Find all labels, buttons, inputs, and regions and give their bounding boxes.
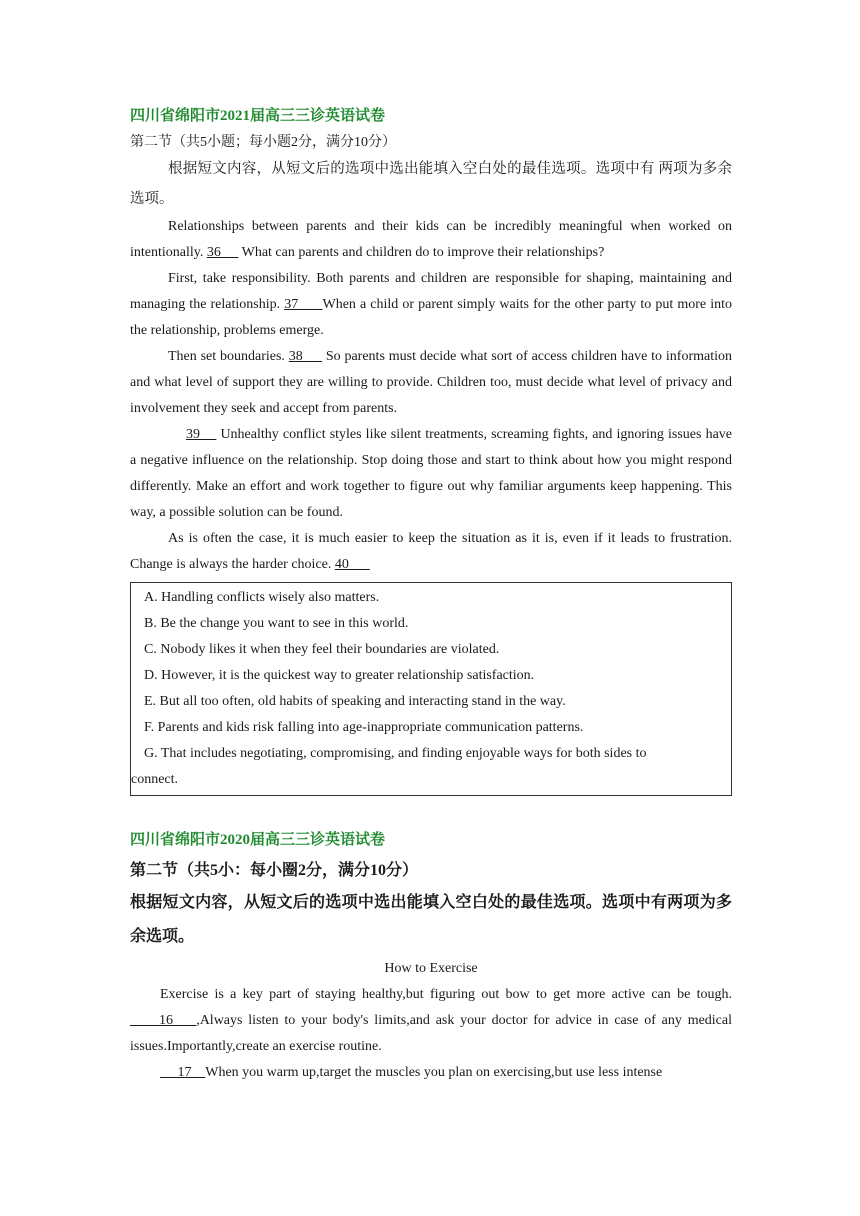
paragraph-1 xyxy=(130,214,732,266)
section-heading-2020: 第二节（共5小：每小圈2分，满分10分） xyxy=(130,862,419,879)
blank-37: 37 xyxy=(284,297,323,312)
paragraph-text: As is often the case, it is much easier to keep the situation as it is, even if it leads to frustration. Change is always the harder choice. xyxy=(130,531,732,572)
section-heading-2021: 第二节（共5小题；每小题2分，满分10分） xyxy=(130,135,396,150)
paragraph-text: ,Always listen to your body's limits,and ask your doctor for advice in case of any medical issues.Importantly,create an exercise routine. xyxy=(130,1013,732,1054)
paragraph-3 xyxy=(130,344,732,422)
paragraph-text: What can parents and children do to improve their relationships? xyxy=(238,245,605,260)
exam-title-2021: 四川省绵阳市2021届高三三诊英语试卷 xyxy=(130,108,386,124)
option-d: D. However, it is the quickest way to greater relationship satisfaction. xyxy=(144,668,535,683)
blank-16: 16 xyxy=(130,1013,197,1028)
blank-38: 38 xyxy=(288,349,322,364)
paragraph-5 xyxy=(130,526,732,578)
paragraph-text: Relationships between parents and their kids can be incredibly meaningful when worked on intentionally. xyxy=(130,219,732,260)
paragraph-text: So parents must decide what sort of access children have to information and what level of support they are willing to provide. Children too, must decide what level of privacy and involvement they seek and accept from parents. xyxy=(130,349,732,416)
paragraph-text: When you warm up,target the muscles you plan on exercising,but use less intense xyxy=(205,1065,663,1080)
paragraph-text: First, take responsibility. Both parents and children are responsible for shaping, maintaining and managing the relationship. xyxy=(130,271,732,312)
blank-40: 40 xyxy=(334,557,370,572)
blank-17: 17 xyxy=(160,1065,206,1080)
option-g: G. That includes negotiating, compromising, and finding enjoyable ways for both sides to xyxy=(144,746,647,761)
paragraph-4 xyxy=(130,422,732,526)
option-f: F. Parents and kids risk falling into age-inappropriate communication patterns. xyxy=(144,720,584,735)
blank-36: 36 xyxy=(206,245,239,260)
paragraph-text: Exercise is a key part of staying healthy,but figuring out bow to get more active can be tough. xyxy=(160,987,732,1002)
blank-39: 39 xyxy=(186,427,217,442)
instruction-2020: 根据短文内容，从短文后的选项中选出能填入空白处的最佳选项。选项中有两项为多余选项。 xyxy=(130,894,732,945)
paragraph-2020-1 xyxy=(130,982,732,1060)
paragraph-text: Unhealthy conflict styles like silent treatments, screaming fights, and ignoring issues have a negative influence on the relationship. Stop doing those and start to think about how you might respond differently. Make an effort and work together to figure out why familiar arguments keep happening. This way, a possible solution can be found. xyxy=(130,427,732,520)
article-title: How to Exercise xyxy=(384,961,478,976)
paragraph-2020-2 xyxy=(130,1060,732,1086)
paragraph-text: When a child or parent simply waits for the other party to put more into the relationship, problems emerge. xyxy=(130,297,732,338)
option-a: A. Handling conflicts wisely also matters. xyxy=(144,590,380,605)
spacer xyxy=(130,796,732,820)
option-b: B. Be the change you want to see in this world. xyxy=(144,616,409,631)
paragraph-text: Then set boundaries. xyxy=(168,349,289,364)
document-page xyxy=(130,96,732,1086)
option-c: C. Nobody likes it when they feel their boundaries are violated. xyxy=(144,642,500,657)
option-g-continued: connect. xyxy=(131,772,179,787)
option-e: E. But all too often, old habits of speaking and interacting stand in the way. xyxy=(144,694,566,709)
exam-title-2020: 四川省绵阳市2020届高三三诊英语试卷 xyxy=(130,832,386,848)
paragraph-2 xyxy=(130,266,732,344)
instruction-2021: 根据短文内容，从短文后的选项中选出能填入空白处的最佳选项。选项中有 两项为多余选项。 xyxy=(130,161,732,207)
options-box xyxy=(130,582,732,796)
